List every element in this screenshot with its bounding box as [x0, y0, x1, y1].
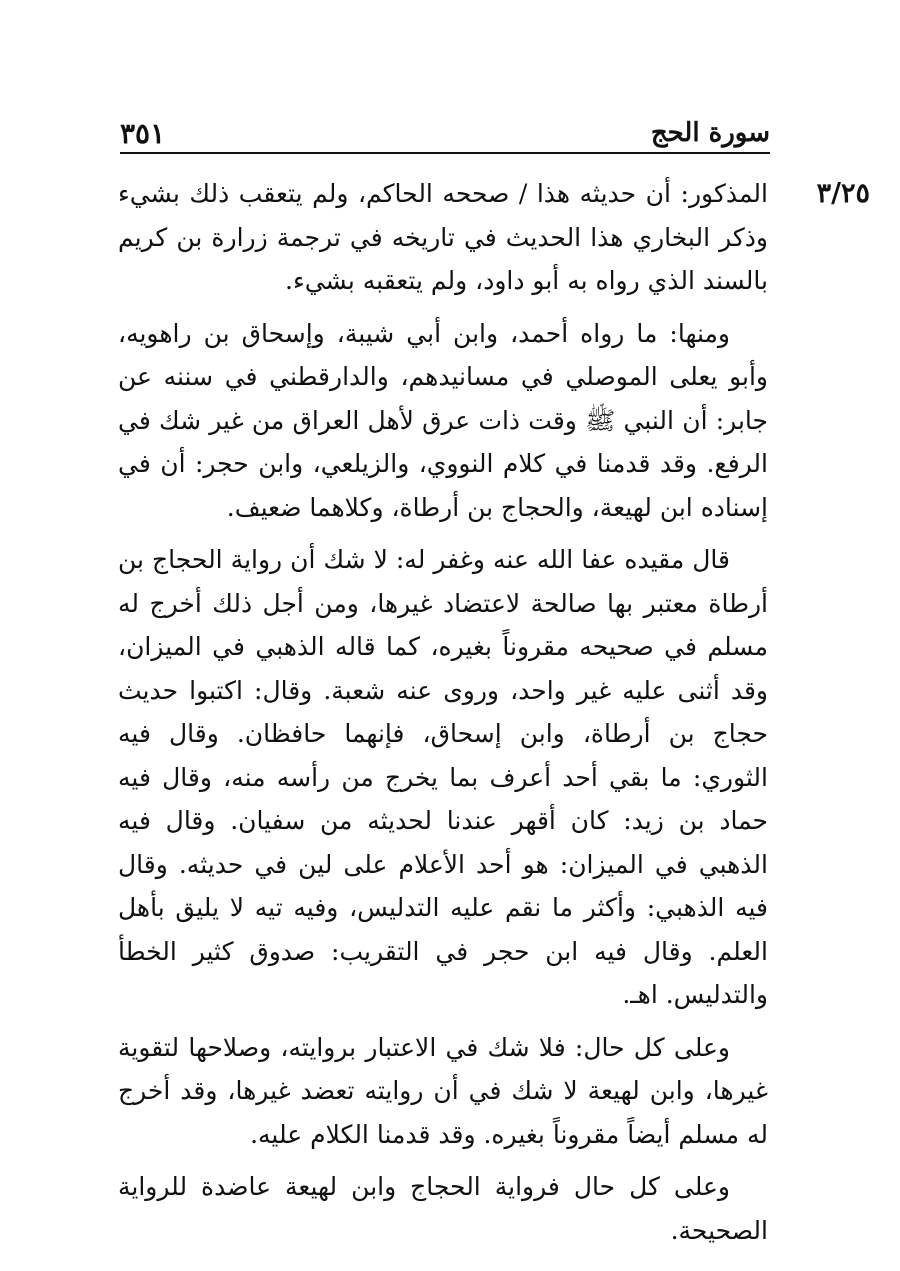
- running-title: سورة الحج: [650, 118, 770, 148]
- body-text: [118, 172, 768, 1252]
- paragraph: وعلى كل حال فرواية الحجاج وابن لهيعة عاضدة للرواية الصحيحة.: [118, 1172, 768, 1245]
- page-header: [120, 108, 770, 154]
- margin-page-marker: ٣/٢٥: [816, 178, 870, 209]
- paragraph: وعلى كل حال: فلا شك في الاعتبار بروايته، وصلاحها لتقوية غيرها، وابن لهيعة لا شك في أن روايته تعضد غيرها، وقد أخرج له مسلم أيضاً مقروناً بغيره. وقد قدمنا الكلام عليه.: [118, 1032, 768, 1149]
- page-number: ٣٥١: [120, 117, 166, 150]
- paragraph: المذكور: أن حديثه هذا / صححه الحاكم، ولم يتعقب ذلك بشيء وذكر البخاري هذا الحديث في تاريخه في ترجمة زرارة بن كريم بالسند الذي رواه به أبو داود، ولم يتعقبه بشيء.: [118, 179, 768, 295]
- paragraph: قال مقيده عفا الله عنه وغفر له: لا شك أن رواية الحجاج بن أرطاة معتبر بها صالحة لاعتضاد غيرها، ومن أجل ذلك أخرج له مسلم في صحيحه مقروناً بغيره، كما قاله الذهبي في الميزان، وقد أثنى عليه غير واحد، وروى عنه شعبة. وقال: اكتبوا حديث حجاج بن أرطاة، وابن إسحاق، فإنهما حافظان. وقال فيه الثوري: ما بقي أحد أعرف بما يخرج من رأسه منه، وقال فيه حماد بن زيد: كان أقهر عندنا لحديثه من سفيان. وقال فيه الذهبي في الميزان: هو أحد الأعلام على لين في حديثه. وقال فيه الذهبي: وأكثر ما نقم عليه التدليس، وفيه تيه لا يليق بأهل العلم. وقال فيه ابن حجر في التقريب: صدوق كثير الخطأ والتدليس. اهـ.: [118, 545, 768, 1009]
- paragraph: ومنها: ما رواه أحمد، وابن أبي شيبة، وإسحاق بن راهويه، وأبو يعلى الموصلي في مسانيدهم، والدارقطني في سننه عن جابر: أن النبي ﷺ وقت ذات عرق لأهل العراق من غير شك في الرفع. وقد قدمنا في كلام النووي، والزيلعي، وابن حجر: أن في إسناده ابن لهيعة، والحجاج بن أرطاة، وكلاهما ضعيف.: [118, 318, 768, 522]
